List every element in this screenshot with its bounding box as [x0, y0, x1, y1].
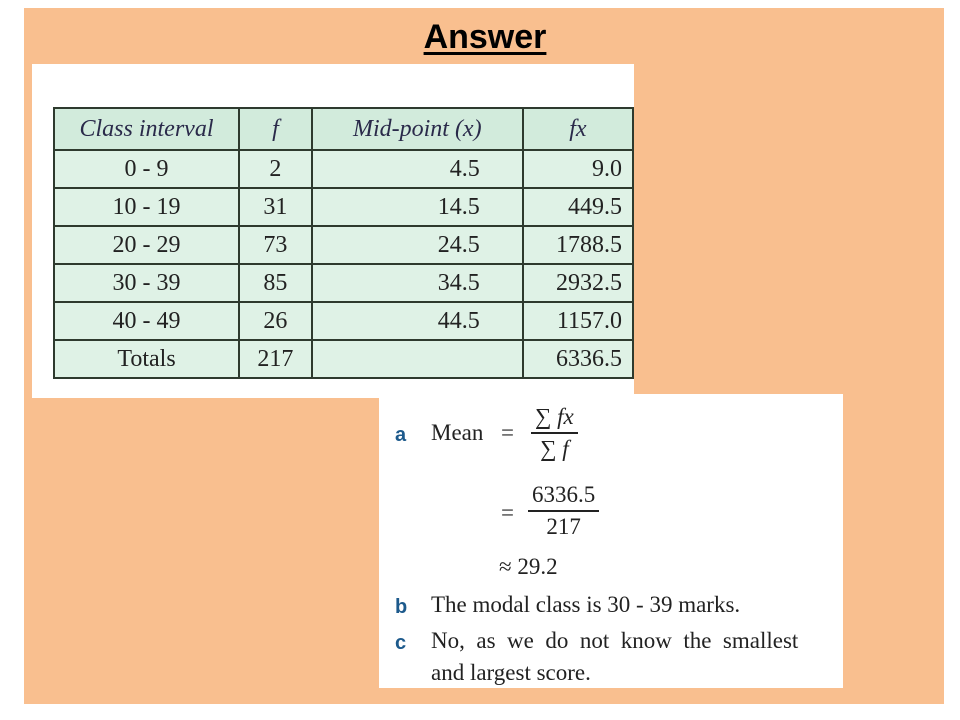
cell-frequency: 26: [239, 302, 312, 340]
cell-class-interval: 40 - 49: [54, 302, 239, 340]
cell-class-interval: 10 - 19: [54, 188, 239, 226]
header-midpoint: Mid-point (x): [312, 108, 523, 150]
frequency-table: [53, 107, 634, 379]
cell-class-interval: 0 - 9: [54, 150, 239, 188]
answer-c-line-1: No, as we do not know the smallest: [431, 628, 799, 653]
table-row: [54, 226, 633, 264]
table-row: [54, 264, 633, 302]
cell-midpoint: 14.5: [312, 188, 523, 226]
sum-fx: ∑ fx: [535, 404, 574, 429]
cell-midpoint: 24.5: [312, 226, 523, 264]
cell-frequency: 2: [239, 150, 312, 188]
cell-fx: 449.5: [523, 188, 633, 226]
sum-f: ∑ f: [540, 436, 569, 461]
equals-sign-1: =: [501, 420, 514, 445]
slide-title: Answer: [423, 18, 547, 56]
cell-frequency: 31: [239, 188, 312, 226]
table-header-row: [54, 108, 633, 150]
table-row: [54, 150, 633, 188]
table-totals-row: [54, 340, 633, 378]
cell-fx: 1157.0: [523, 302, 633, 340]
header-class-interval: Class interval: [54, 108, 239, 150]
cell-frequency: 85: [239, 264, 312, 302]
total-fx-value: 6336.5: [532, 482, 596, 507]
table-row: [54, 302, 633, 340]
answer-c-label: c: [395, 632, 407, 654]
mean-value-fraction: [528, 482, 599, 540]
cell-total-midpoint: [312, 340, 523, 378]
answer-panel: [379, 394, 843, 688]
cell-total-fx: 6336.5: [523, 340, 633, 378]
cell-fx: 2932.5: [523, 264, 633, 302]
cell-fx: 9.0: [523, 150, 633, 188]
cell-midpoint: 44.5: [312, 302, 523, 340]
equals-sign-2: =: [501, 500, 514, 525]
table-row: [54, 188, 633, 226]
answer-a-label: a: [395, 424, 407, 446]
frequency-table-panel: [32, 64, 634, 398]
cell-class-interval: 30 - 39: [54, 264, 239, 302]
cell-totals-label: Totals: [54, 340, 239, 378]
answer-b-label: b: [395, 596, 408, 618]
cell-class-interval: 20 - 29: [54, 226, 239, 264]
answer-b-text: The modal class is 30 - 39 marks.: [431, 592, 741, 617]
header-frequency: f: [239, 108, 312, 150]
header-fx: fx: [523, 108, 633, 150]
mean-word: Mean: [431, 420, 484, 445]
total-f-value: 217: [546, 514, 581, 539]
cell-total-frequency: 217: [239, 340, 312, 378]
cell-midpoint: 4.5: [312, 150, 523, 188]
answer-c-line-2: and largest score.: [431, 660, 591, 685]
mean-formula-fraction: [531, 404, 578, 462]
cell-frequency: 73: [239, 226, 312, 264]
mean-approx-result: ≈ 29.2: [499, 554, 558, 579]
cell-fx: 1788.5: [523, 226, 633, 264]
cell-midpoint: 34.5: [312, 264, 523, 302]
